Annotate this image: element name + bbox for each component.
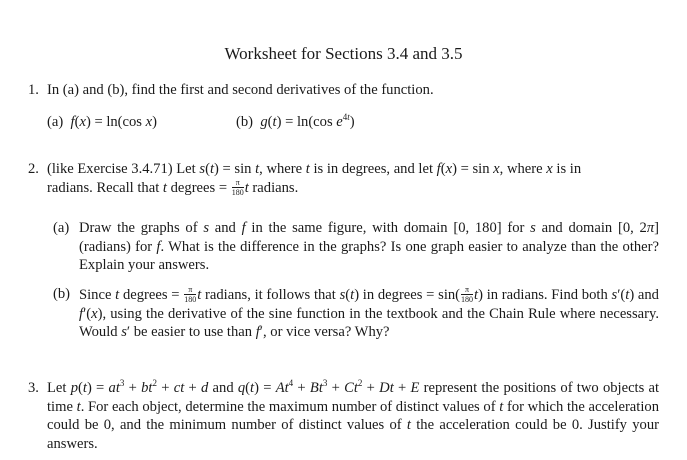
problem-2a-text: Draw the graphs of s and f in the same figure, with domain [0, 180] for s and domain [0, 2π] (radians) for f. What is the difference in the graphs? Is one graph easier to analyze than the other? Explain your answers. xyxy=(79,220,660,274)
problem-1-number: 1. xyxy=(28,82,39,98)
problem-2b-text: Since t degrees = $\frac{\pi}{180}$ t radians, it follows that s(t) in degrees = sin( $\frac{\pi}{180}$ t) in radians. Find both s′(t) and f′(x), using the derivative of the sine function in the textbook and the Chain Rule where necessary. Would s′ be easier to use than f′, or vice versa? Why? xyxy=(79,285,659,341)
problem-2a-label: (a) xyxy=(53,220,70,236)
problem-2-intro-line2: radians. Recall that t degrees = $\frac{\pi}{180}$ t radians. xyxy=(47,178,299,197)
problem-2-intro: (like Exercise 3.4.71) Let s(t) = sin t, where t is in degrees, and let f(x) = sin x, where x is in xyxy=(47,161,582,177)
problem-1b xyxy=(236,113,355,132)
problem-1-text: In (a) and (b), find the first and second derivatives of the function. xyxy=(47,82,434,98)
problem-3-number: 3. xyxy=(28,380,39,396)
problem-1a-expr: f(x) = ln(cos x) xyxy=(70,114,157,130)
problem-3-text: Let $p(t) = at^3 + bt^2$ + ct + d and $q(t) = At^4 + Bt^3 + Ct^2 + Dt + E$ represent the positions of two objects at time t. For each object, determine the maximum number of distinct values of t for which the acceleration could be 0, and the minimum number of distinct values of t the acceleration could be 0. Justify your answers. xyxy=(47,378,660,452)
worksheet-title: Worksheet for Sections 3.4 and 3.5 xyxy=(224,44,463,63)
problem-1a xyxy=(47,113,157,132)
problem-1a-label: (a) xyxy=(47,114,64,130)
problem-1b-label: (b) xyxy=(236,114,254,130)
problem-2-number: 2. xyxy=(28,161,39,177)
problem-1b-expr: g(t) = ln(cos $e^{4t}$) xyxy=(260,112,355,130)
problem-2b-label: (b) xyxy=(53,286,71,302)
